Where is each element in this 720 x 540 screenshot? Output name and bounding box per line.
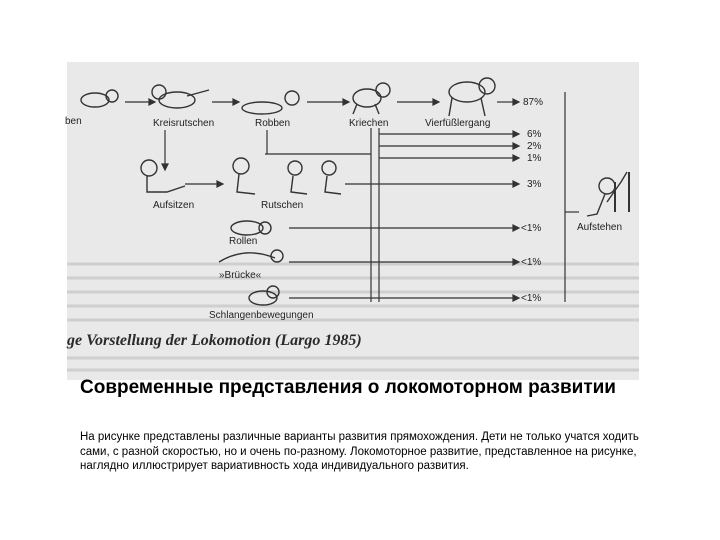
stage-label: Aufstehen bbox=[577, 222, 623, 233]
stage-label: Rutschen bbox=[261, 200, 304, 211]
stage-label: Schlangenbewegungen bbox=[209, 310, 314, 321]
percentage-label: <1% bbox=[521, 223, 542, 234]
stage-label: »Brücke« bbox=[219, 270, 262, 281]
percentage-label: 6% bbox=[527, 129, 542, 140]
baby-figures bbox=[81, 78, 627, 305]
stage-label: Kreisrutschen bbox=[153, 118, 215, 129]
percentage-label: 2% bbox=[527, 141, 542, 152]
stage-label: Robben bbox=[255, 118, 291, 129]
stage-label: ben bbox=[65, 116, 82, 127]
figure-caption: ge Vorstellung der Lokomotion (Largo 1985) bbox=[67, 332, 362, 349]
scanned-figure bbox=[67, 62, 639, 380]
stage-label: Kriechen bbox=[349, 118, 389, 129]
slide-body: На рисунке представлены различные варианты развития прямохождения. Дети не только учатся ходить сами, с разной скоростью, но и очень по-разному. Локомоторное развитие, представленное на рисунке, наглядно иллюстрирует вариативность хода индивидуального развития. bbox=[80, 431, 639, 472]
percentage-label: 1% bbox=[527, 153, 542, 164]
percentage-label: <1% bbox=[521, 257, 542, 268]
stage-label: Aufsitzen bbox=[153, 200, 195, 211]
stage-label: Vierfüßlergang bbox=[425, 118, 491, 129]
percentage-label: 3% bbox=[527, 179, 542, 190]
percentage-label: <1% bbox=[521, 293, 542, 304]
percentage-label: 87% bbox=[523, 97, 544, 108]
slide-title: Современные представления о локомоторном развитии bbox=[80, 377, 616, 398]
stage-label: Rollen bbox=[229, 236, 258, 247]
